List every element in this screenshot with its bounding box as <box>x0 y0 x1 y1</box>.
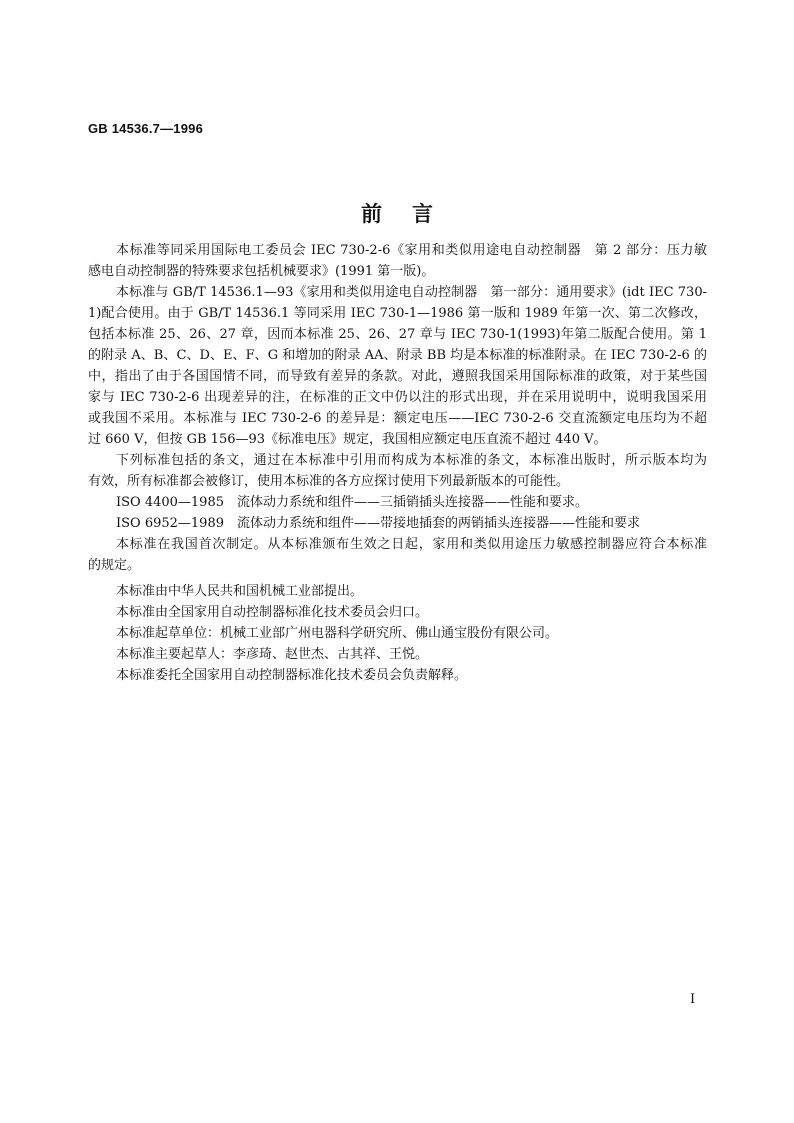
paragraph <box>88 602 707 623</box>
paragraph <box>88 513 707 534</box>
text-line: 有效，所有标准都会被修订，使用本标准的各方应探讨使用下列最新版本的可能性。 <box>88 474 570 489</box>
paragraph <box>88 581 707 602</box>
text-line: 本标准起草单位：机械工业部广州电器科学研究所、佛山通宝股份有限公司。 <box>116 626 559 641</box>
text-line: 本标准主要起草人：李彦琦、赵世杰、古其祥、王悦。 <box>116 647 429 662</box>
text-line: ISO 6952—1989 流体动力系统和组件——带接地插套的两销插头连接器——性能和要求 <box>116 516 640 531</box>
standard-number: GB 14536.7—1996 <box>88 121 204 136</box>
text-line: 1)配合使用。由于 GB/T 14536.1 等同采用 IEC 730-1—1986 第一版和 1989 年第一次、第二次修改， <box>88 306 707 321</box>
paragraph <box>88 282 707 450</box>
text-line: ISO 4400—1985 流体动力系统和组件——三插销插头连接器——性能和要求。 <box>116 495 588 510</box>
text-line: 感电自动控制器的特殊要求包括机械要求》(1991 第一版)。 <box>88 264 435 279</box>
paragraph <box>88 240 707 282</box>
paragraph <box>88 644 707 665</box>
text-line: 过 660 V，但按 GB 156—93《标准电压》规定，我国相应额定电压直流不超过 440 V。 <box>88 432 607 447</box>
paragraph <box>88 534 707 576</box>
text-line: 本标准委托全国家用自动控制器标准化技术委员会负责解释。 <box>116 668 468 683</box>
page-number: I <box>690 992 696 1007</box>
text-line: 下列标准包括的条文，通过在本标准中引用而构成为本标准的条文，本标准出版时，所示版本均为 <box>116 453 707 468</box>
paragraph <box>88 492 707 513</box>
text-line: 家与 IEC 730-2-6 出现差异的注，在标准的正文中仍以注的形式出现，并在采用说明中，说明我国采用 <box>88 390 707 405</box>
text-line: 本标准在我国首次制定。从本标准颁布生效之日起，家用和类似用途压力敏感控制器应符合本标准 <box>116 537 707 552</box>
text-line: 的附录 A、B、C、D、E、F、G 和增加的附录 AA、附录 BB 均是本标准的标准附录。在 IEC 730-2-6 的 <box>88 348 707 363</box>
text-line: 本标准由全国家用自动控制器标准化技术委员会归口。 <box>116 605 429 620</box>
paragraph <box>88 623 707 644</box>
paragraph <box>88 665 707 686</box>
paragraph <box>88 450 707 492</box>
text-line: 的规定。 <box>88 558 141 573</box>
page-title: 前言 <box>361 201 463 226</box>
text-line: 中，指出了由于各国国情不同，而导致有差异的条款。对此，遵照我国采用国际标准的政策，对于某些国 <box>88 369 707 384</box>
foreword-body <box>88 240 707 686</box>
text-line: 本标准与 GB/T 14536.1—93《家用和类似用途电自动控制器 第一部分：通用要求》(idt IEC 730- <box>116 285 707 300</box>
text-line: 包括本标准 25、26、27 章，因而本标准 25、26、27 章与 IEC 730-1(1993)年第二版配合使用。第 1 <box>88 327 707 342</box>
text-line: 本标准等同采用国际电工委员会 IEC 730-2-6《家用和类似用途电自动控制器 第 2 部分：压力敏 <box>116 243 707 258</box>
text-line: 或我国不采用。本标准与 IEC 730-2-6 的差异是：额定电压——IEC 730-2-6 交直流额定电压均为不超 <box>88 411 707 426</box>
text-line: 本标准由中华人民共和国机械工业部提出。 <box>116 584 364 599</box>
